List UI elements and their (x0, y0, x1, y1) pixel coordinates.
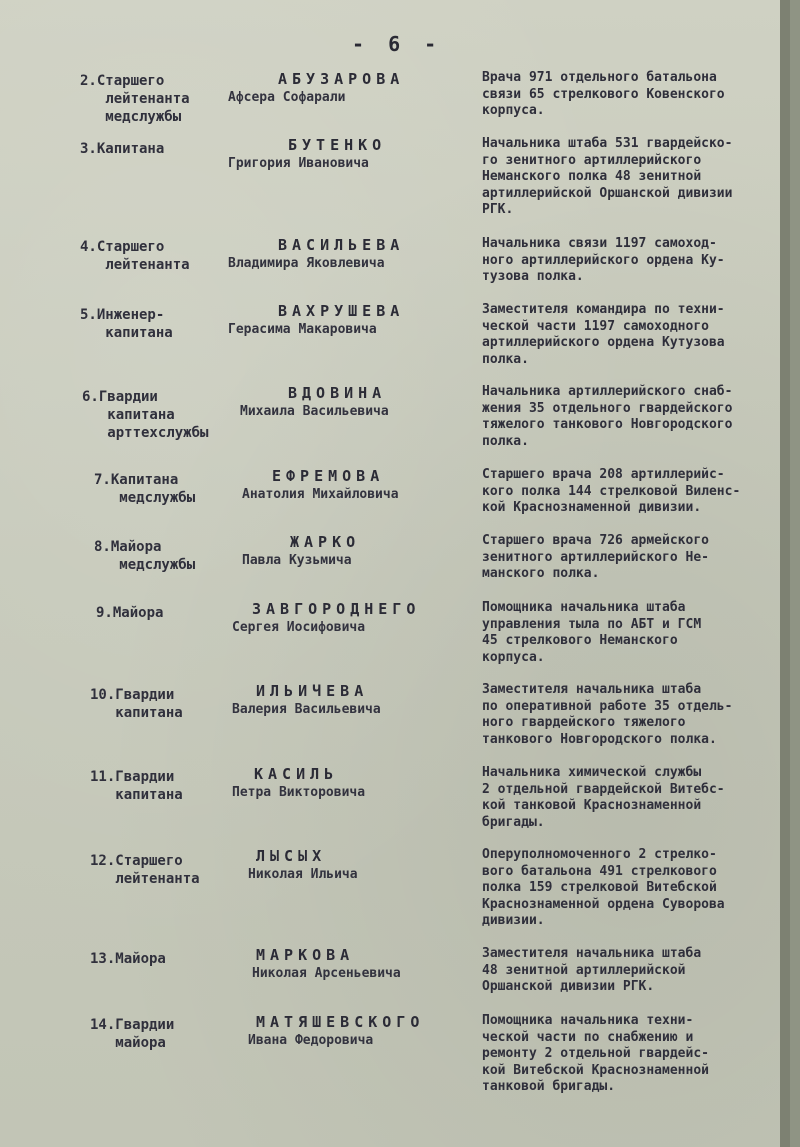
entry-rank: 3.Капитана (80, 141, 165, 157)
page-number: - 6 - (352, 32, 443, 56)
entry-rank: 4.Старшего лейтенанта (80, 239, 190, 273)
entry-surname: ЖАРКО (290, 533, 361, 551)
entry-position: Заместителя начальника штаба по оперативной работе 35 отдель- ного гвардейского тяжелого танкового Новгородского полка. (482, 682, 733, 747)
entry-surname: АБУЗАРОВА (278, 70, 405, 88)
entry-position: Начальника артиллерийского снаб- жения 35 отдельного гвардейского тяжелого танкового Новгородского полка. (482, 384, 733, 449)
entry-given-name: Григория Ивановича (228, 156, 369, 171)
entry-position: Начальника химической службы 2 отдельной гвардейской Витебс- кой танковой Краснознаменной бригады. (482, 765, 725, 830)
entry-rank: 2.Старшего лейтенанта медслужбы (80, 73, 190, 125)
entry-surname: ЛЫСЫХ (256, 847, 327, 865)
entry-given-name: Владимира Яковлевича (228, 256, 385, 271)
entry-given-name: Валерия Васильевича (232, 702, 381, 717)
entry-position: Старшего врача 208 артиллерийс- кого полка 144 стрелковой Виленс- кой Краснознаменной дивизии. (482, 467, 741, 515)
entry-surname: МАТЯШЕВСКОГО (256, 1013, 425, 1031)
entry-given-name: Афсера Софарали (228, 90, 346, 105)
entry-surname: КАСИЛЬ (254, 765, 339, 783)
entry-rank: 13.Майора (90, 951, 166, 967)
entry-given-name: Сергея Иосифовича (232, 620, 366, 635)
entry-rank: 14.Гвардии майора (90, 1017, 175, 1051)
entry-surname: ЕФРЕМОВА (272, 467, 385, 485)
entry-rank: 11.Гвардии капитана (90, 769, 183, 803)
entry-surname: БУТЕНКО (288, 136, 387, 154)
entry-surname: ЗАВГОРОДНЕГО (252, 600, 421, 618)
entry-rank: 6.Гвардии капитана арттехслужбы (82, 389, 209, 441)
entry-given-name: Ивана Федоровича (248, 1033, 374, 1048)
entry-given-name: Николая Ильича (248, 867, 358, 882)
entry-given-name: Николая Арсеньевича (252, 966, 401, 981)
entry-position: Заместителя начальника штаба 48 зенитной артиллерийской Оршанской дивизии РГК. (482, 946, 702, 994)
entry-position: Начальника штаба 531 гвардейско- го зенитного артиллерийского Неманского полка 48 зенитной артиллерийской Оршанской дивизии РГК. (482, 136, 733, 217)
entry-given-name: Анатолия Михайловича (242, 487, 399, 502)
entry-given-name: Герасима Макаровича (228, 322, 377, 337)
entry-position: Оперуполномоченного 2 стрелко- вого батальона 491 стрелкового полка 159 стрелковой Витебской Краснознаменной ордена Суворова дивизии. (482, 847, 725, 928)
entry-surname: ИЛЬИЧЕВА (256, 682, 369, 700)
entry-given-name: Павла Кузьмича (242, 553, 352, 568)
entry-rank: 5.Инженер- капитана (80, 307, 173, 341)
entry-given-name: Михаила Васильевича (240, 404, 389, 419)
entry-position: Врача 971 отдельного батальона связи 65 стрелкового Ковенского корпуса. (482, 70, 725, 118)
entry-given-name: Петра Викторовича (232, 785, 366, 800)
entry-rank: 9.Майора (96, 605, 164, 621)
entry-surname: ВАХРУШЕВА (278, 302, 405, 320)
entry-rank: 12.Старшего лейтенанта (90, 853, 200, 887)
entry-rank: 7.Капитана медслужбы (94, 472, 196, 506)
entry-position: Начальника связи 1197 самоход- ного артиллерийского ордена Ку- тузова полка. (482, 236, 725, 284)
entry-surname: МАРКОВА (256, 946, 355, 964)
entry-surname: ВДОВИНА (288, 384, 387, 402)
entry-rank: 10.Гвардии капитана (90, 687, 183, 721)
entry-position: Помощника начальника техни- ческой части по снабжению и ремонту 2 отдельной гвардейс- кой Витебской Краснознаменной танковой бригады. (482, 1013, 709, 1094)
entry-position: Помощника начальника штаба управления тыла по АБТ и ГСМ 45 стрелкового Неманского корпуса. (482, 600, 702, 665)
entry-surname: ВАСИЛЬЕВА (278, 236, 405, 254)
entry-position: Старшего врача 726 армейского зенитного артиллерийского Не- манского полка. (482, 533, 709, 581)
entry-position: Заместителя командира по техни- ческой части 1197 самоходного артиллерийского ордена Кутузова полка. (482, 302, 725, 367)
entry-rank: 8.Майора медслужбы (94, 539, 196, 573)
